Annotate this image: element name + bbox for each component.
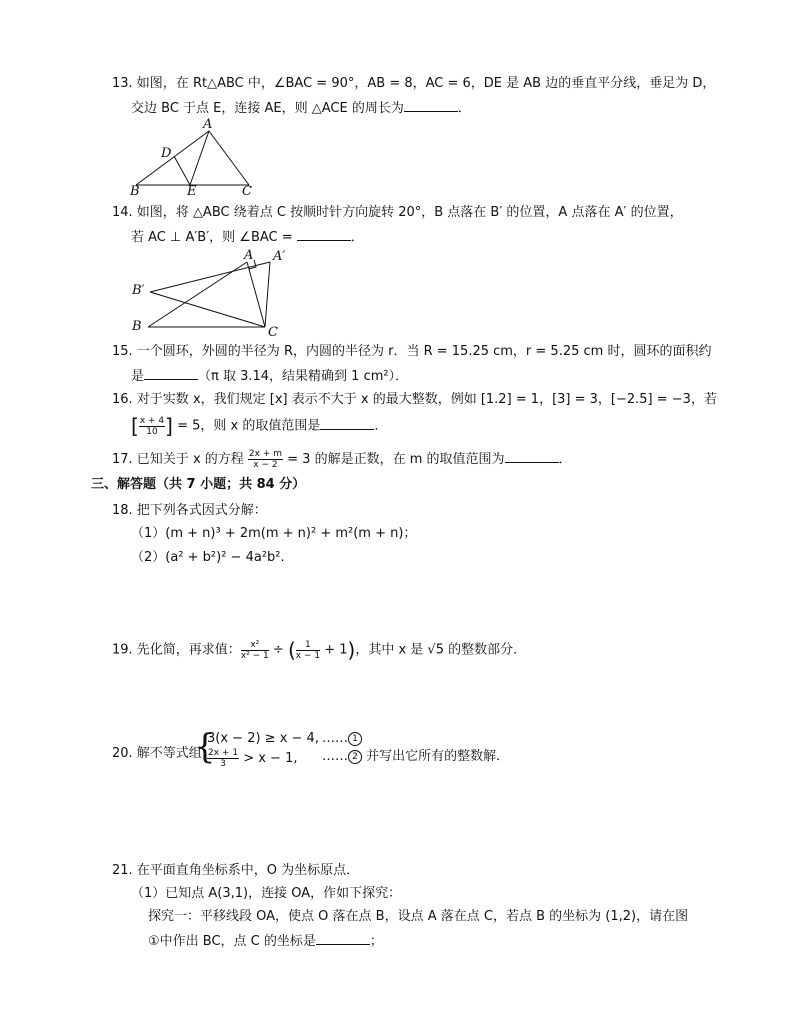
q17-frac-den: x − 2 xyxy=(253,460,278,470)
q21-answer-blank[interactable] xyxy=(316,932,370,945)
q15-line2 xyxy=(131,367,408,385)
q19-fraction-2 xyxy=(296,640,320,661)
q16-fraction xyxy=(139,416,165,437)
q20-dots-1: …… xyxy=(322,731,348,746)
q14-label-b: B xyxy=(132,319,142,334)
q16-bracket-left: [ xyxy=(131,414,139,438)
q20-frac-den: 3 xyxy=(220,759,226,769)
q17-end: ． xyxy=(558,452,572,467)
q20-row2-rest: > x − 1, xyxy=(243,751,298,766)
q13-answer-blank[interactable] xyxy=(404,99,458,112)
q16-text: = 5，则 x 的取值范围是 xyxy=(177,418,321,434)
q20-brace: { xyxy=(194,727,216,767)
q17-frac-num: 2x + m xyxy=(248,449,282,459)
q17-text-post: = 3 的解是正数，在 m 的取值范围为 xyxy=(287,452,505,467)
q19-text-post: ，其中 x 是 √5 的整数部分． xyxy=(355,642,527,658)
section-heading: 三、解答题（共 7 小题；共 84 分） xyxy=(91,477,306,492)
q14-figure xyxy=(128,244,293,340)
q19-f1-den: x² − 1 xyxy=(240,650,269,661)
q13-side-ac xyxy=(209,131,249,185)
q16-line2 xyxy=(131,414,387,439)
q14-side-ac xyxy=(247,262,265,327)
q21-text: ①中作出 BC，点 C 的坐标是 xyxy=(148,934,316,949)
q14-answer-blank[interactable] xyxy=(297,228,351,241)
q19-f2-num: 1 xyxy=(296,640,320,651)
q13-label-a: A xyxy=(203,117,213,132)
q13-text: 交边 BC 于点 E，连接 AE，则 △ACE 的周长为 xyxy=(131,101,404,116)
q17-text-pre: 17. 已知关于 x 的方程 xyxy=(112,452,244,467)
q19-plus-one: + 1 xyxy=(324,642,348,658)
q16-answer-blank[interactable] xyxy=(320,417,374,430)
q16-frac-num: x + 4 xyxy=(139,415,165,426)
q20-dots-2: …… xyxy=(322,749,348,764)
q14-text: 若 AC ⊥ A′B′，则 ∠BAC = xyxy=(131,230,293,245)
q19-divide: ÷ xyxy=(272,642,284,658)
q17-answer-blank[interactable] xyxy=(505,450,559,463)
q20-text-post: 并写出它所有的整数解． xyxy=(366,749,510,764)
q13-segment-de xyxy=(174,156,190,185)
q16-line1: 16. 对于实数 x，我们规定 [x] 表示不大于 x 的最大整数，例如 [1.2] = 1，[3] = 3，[−2.5] = −3，若 xyxy=(112,392,717,407)
q20-text-pre: 20. 解不等式组 xyxy=(112,746,202,761)
q18-title: 18. 把下列各式因式分解： xyxy=(112,503,267,518)
q15-line1: 15. 一个圆环，外圆的半径为 R，内圆的半径为 r．当 R = 15.25 cm，r = 5.25 cm 时，圆环的面积约 xyxy=(112,344,712,359)
q20-row1: 3(x − 2) ≥ x − 4, xyxy=(207,731,319,746)
q20-row2 xyxy=(207,748,297,770)
q20-mark1 xyxy=(322,731,362,747)
q17-line xyxy=(112,448,572,472)
q13-line2 xyxy=(131,99,471,117)
q14-label-a-prime: A′ xyxy=(273,249,286,264)
q14-label-a: A xyxy=(244,248,254,263)
q19-f1-num: x² xyxy=(241,640,269,651)
q13-label-c: C xyxy=(242,184,252,198)
q16-end: ． xyxy=(374,418,388,434)
q14-side-b2c xyxy=(150,292,265,327)
q19-line xyxy=(112,638,526,663)
q20-mark2 xyxy=(322,749,509,765)
q20-frac-num: 2x + 1 xyxy=(208,748,239,758)
q20-circle-1: 1 xyxy=(348,732,362,746)
q14-side-b2a2 xyxy=(150,262,270,292)
q13-label-b: B xyxy=(130,184,140,198)
q15-note: （π 取 3.14，结果精确到 1 cm²）． xyxy=(198,369,409,384)
q15-text: 是 xyxy=(131,369,145,384)
q19-paren-right: ) xyxy=(347,638,356,662)
q17-fraction xyxy=(248,449,283,470)
q13-segment-ae xyxy=(190,131,209,185)
q13-end: ． xyxy=(457,101,471,116)
q20-circle-2: 2 xyxy=(348,750,362,764)
q14-side-a2c xyxy=(265,262,270,327)
q21-explore1-line1: 探究一：平移线段 OA，使点 O 落在点 B，设点 A 落在点 C，若点 B 的坐标为 (1,2)，请在图 xyxy=(148,909,689,924)
q21-explore1-line2 xyxy=(148,932,383,950)
q13-figure xyxy=(128,116,268,198)
q16-frac-den: 10 xyxy=(146,426,158,437)
q15-answer-blank[interactable] xyxy=(144,367,198,380)
q13-label-e: E xyxy=(187,184,197,198)
q18-part1: （1）(m + n)³ + 2m(m + n)² + m²(m + n)； xyxy=(131,526,417,541)
q19-text-pre: 19. 先化简，再求值： xyxy=(112,642,241,658)
q13-label-d: D xyxy=(161,146,172,161)
q16-bracket-right: ] xyxy=(165,414,173,438)
q13-line1: 13. 如图，在 Rt△ABC 中，∠BAC = 90°，AB = 8，AC = 6，DE 是 AB 边的垂直平分线，垂足为 D， xyxy=(112,76,716,91)
q21-title: 21. 在平面直角坐标系中，O 为坐标原点． xyxy=(112,863,360,878)
q21-part1: （1）已知点 A(3,1)，连接 OA，作如下探究： xyxy=(131,886,402,901)
q14-label-c: C xyxy=(268,325,278,340)
q19-f2-den: x − 1 xyxy=(295,650,321,661)
q13-side-ab xyxy=(136,131,209,185)
q14-end: ． xyxy=(350,230,364,245)
q18-part2: （2）(a² + b²)² − 4a²b². xyxy=(131,550,285,565)
q20-fraction xyxy=(207,748,239,769)
q19-paren-left: ( xyxy=(287,638,296,662)
q14-label-b-prime: B′ xyxy=(132,283,145,298)
q21-end: ； xyxy=(369,934,383,949)
q14-line1: 14. 如图，将 △ABC 绕着点 C 按顺时针方向旋转 20°，B 点落在 B′ 的位置，A 点落在 A′ 的位置， xyxy=(112,205,683,220)
q19-fraction-1 xyxy=(241,640,269,661)
